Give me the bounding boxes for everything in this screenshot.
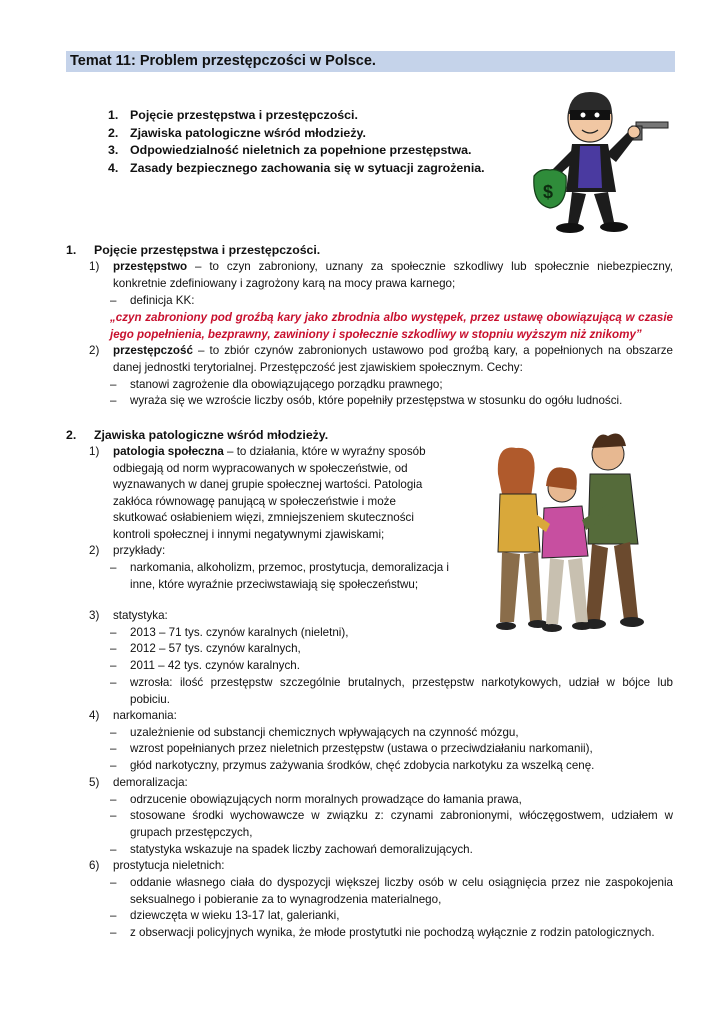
list-item: – głód narkotyczny, przymus zażywania środków, chęć zdobycia narkotyku za wszelką cenę. xyxy=(110,759,595,772)
legal-definition-quote: „czyn zabroniony pod groźbą kary jako zbrodnia albo występek, przez ustawę obowiązującą w czasie jego popełnienia, bezprawny, zawiniony i społecznie szkodliwy w stopniu wyższym niż znikomy” xyxy=(110,311,673,341)
term: patologia społeczna xyxy=(113,445,224,458)
list-heading: 4) narkomania: xyxy=(89,709,177,722)
list-item: – wzrosła: ilość przestępstw szczególnie brutalnych, przestępstw narkotykowych, udział w bójce lub pobiciu. xyxy=(110,676,673,706)
list-heading: 5) demoralizacja: xyxy=(89,776,188,789)
topic-item: 2. Zjawiska patologiczne wśród młodzieży. xyxy=(108,125,366,140)
list-item: – oddanie własnego ciała do dyspozycji większej liczby osób w celu osiągnięcia przez nie zaspokojenia seksualnego i pobieranie za to wynagrodzenia materialnego, xyxy=(110,876,673,906)
list-item: – definicja KK: xyxy=(110,294,195,307)
robber-illustration xyxy=(528,88,674,238)
list-item: – narkomania, alkoholizm, przemoc, prostytucja, demoralizacja i inne, które wyraźnie przeciwstawiają się społeczeństwu; xyxy=(110,561,449,591)
list-item: – wzrost popełnianych przez nieletnich przestępstw (ustawa o przeciwdziałaniu narkomanii), xyxy=(110,742,593,755)
list-heading: 3) statystyka: xyxy=(89,609,168,622)
page-title: Temat 11: Problem przestępczości w Polsce. xyxy=(66,51,675,72)
definition-item: 2) przestępczość – to zbiór czynów zabronionych ustawowo pod groźbą kary, a popełnionych na obszarze danej jednostki terytorialnej. Przestępczość jest zjawiskiem społecznym. Cechy: xyxy=(89,344,673,374)
list-item: – dziewczęta w wieku 13-17 lat, galerianki, xyxy=(110,909,340,922)
definition-item: 1) przestępstwo – to czyn zabroniony, uznany za społecznie szkodliwy lub społecznie niebezpieczny, konkretnie zdefiniowany i zagrożony karą na mocy prawa karnego; xyxy=(89,260,673,290)
list-item: – stanowi zagrożenie dla obowiązującego porządku prawnego; xyxy=(110,378,443,391)
topic-list xyxy=(108,107,485,177)
teenagers-illustration xyxy=(458,424,670,642)
section-heading: 1. Pojęcie przestępstwa i przestępczości. xyxy=(66,243,321,257)
list-item: – 2012 – 57 tys. czynów karalnych, xyxy=(110,642,301,655)
list-item: – statystyka wskazuje na spadek liczby zachowań demoralizujących. xyxy=(110,843,473,856)
term: przestępstwo xyxy=(113,260,188,273)
list-item: – wyraża się we wzroście liczby osób, które popełniły przestępstwa w stosunku do ogółu ludności. xyxy=(110,394,623,407)
list-item: – 2013 – 71 tys. czynów karalnych (nieletni), xyxy=(110,626,349,639)
topic-item: 4. Zasady bezpiecznego zachowania się w sytuacji zagrożenia. xyxy=(108,160,485,175)
section-heading: 2. Zjawiska patologiczne wśród młodzieży. xyxy=(66,428,329,442)
list-item: – odrzucenie obowiązujących norm moralnych prowadzące do łamania prawa, xyxy=(110,793,522,806)
list-heading: 2) przykłady: xyxy=(89,544,166,557)
list-heading: 6) prostytucja nieletnich: xyxy=(89,859,225,872)
term: przestępczość xyxy=(113,344,193,357)
list-item: – uzależnienie od substancji chemicznych wpływających na czynność mózgu, xyxy=(110,726,519,739)
list-item: – stosowane środki wychowawcze w związku z: czynami zabronionymi, włóczęgostwem, udziałem w grupach przestępczych, xyxy=(110,809,673,839)
topic-item: 3. Odpowiedzialność nieletnich za popełnione przestępstwa. xyxy=(108,143,472,158)
list-item: – 2011 – 42 tys. czynów karalnych. xyxy=(110,659,300,672)
definition-item: 1) patologia społeczna – to działania, które w wyraźny sposób odbiegają od norm wypracowanych w społeczeństwie, od wyznawanych w danej grupie społecznej wartości. Patologia zakłóca równowagę panującą w społeczeństwie i może skutkować osłabieniem więzi, zmniejszeniem skuteczności kontroli społecznej i innymi negatywnymi zjawiskami; xyxy=(89,445,426,541)
svg-text:$: $ xyxy=(543,182,554,202)
list-item: – z obserwacji policyjnych wynika, że młode prostytutki nie pochodzą wyłącznie z rodzin patologicznych. xyxy=(110,926,655,939)
topic-item: 1. Pojęcie przestępstwa i przestępczości. xyxy=(108,108,358,122)
